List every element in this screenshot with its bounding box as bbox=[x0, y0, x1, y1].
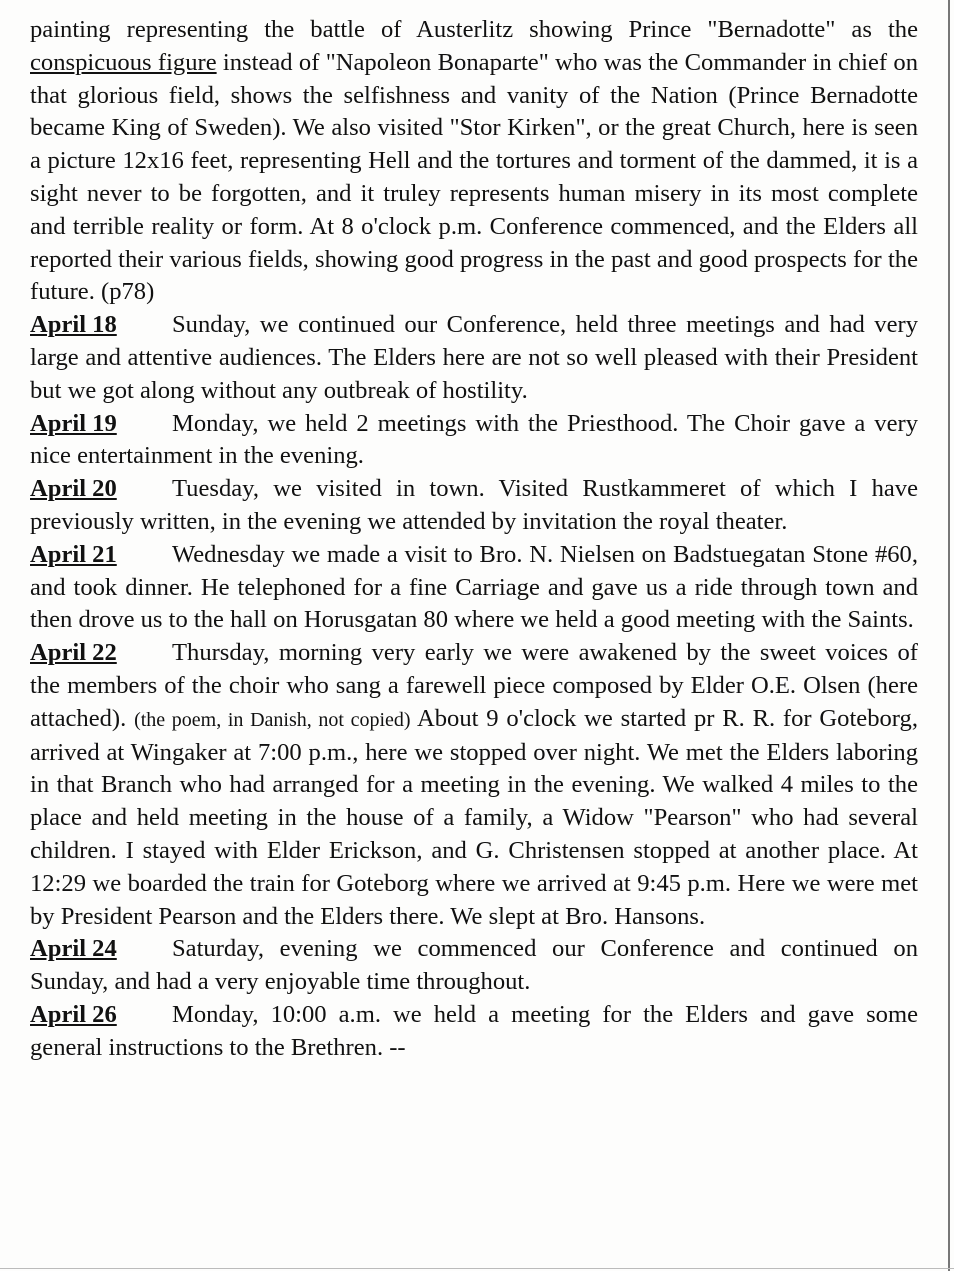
entry-april-26 bbox=[30, 999, 918, 1065]
journal-text bbox=[30, 14, 918, 1065]
entry-text: Monday, 10:00 a.m. we held a meeting for the Elders and gave some general instructions to the Brethren. -- bbox=[30, 1000, 918, 1061]
entry-text: Monday, we held 2 meetings with the Priesthood. The Choir gave a very nice entertainment in the evening. bbox=[30, 409, 918, 470]
entry-date: April 24 bbox=[30, 935, 117, 963]
entry-april-24 bbox=[30, 933, 918, 999]
entry-text: Wednesday we made a visit to Bro. N. Nielsen on Badstuegatan Stone #60, and took dinner. He telephoned for a fine Carriage and gave us a ride through town and then drove us to the hall on Horusgatan 80 where we held a good meeting with the Saints. bbox=[30, 540, 918, 634]
entry-april-22 bbox=[30, 637, 918, 933]
editor-note: (the poem, in Danish, not copied) bbox=[134, 708, 411, 731]
entry-april-19 bbox=[30, 408, 918, 474]
entry-date: April 18 bbox=[30, 311, 117, 339]
entry-date: April 21 bbox=[30, 540, 117, 568]
entry-text: Tuesday, we visited in town. Visited Rustkammeret of which I have previously written, in the evening we attended by invitation the royal theater. bbox=[30, 475, 918, 535]
entry-text-continued: About 9 o'clock we started pr R. R. for Goteborg, arrived at Wingaker at 7:00 p.m., here we stopped over night. We met the Elders laboring in that Branch who had arranged for a meeting in the evening. We walked 4 miles to the place and held meeting in the house of a family, a Widow "Pearson" who had several children. I stayed with Elder Erickson, and G. Christensen stopped at another place. At 12:29 we boarded the train for Goteborg where we arrived at 9:45 p.m. Here we were met by President Pearson and the Elders there. We slept at Bro. Hansons. bbox=[30, 704, 918, 930]
entry-text: Saturday, evening we commenced our Conference and continued on Sunday, and had a very enjoyable time throughout. bbox=[30, 935, 918, 996]
entry-april-20 bbox=[30, 473, 918, 539]
underlined-phrase: conspicuous figure bbox=[30, 48, 217, 76]
entry-date: April 19 bbox=[30, 409, 117, 437]
intro-paragraph: painting representing the battle of Austerlitz showing Prince "Bernadotte" as the conspicuous figure instead of "Napoleon Bonaparte" who was the Commander in chief on that glorious field, shows the selfishness and vanity of the Nation (Prince Bernadotte became King of Sweden). We also visited "Stor Kirken", or the great Church, here is seen a picture 12x16 feet, representing Hell and the tortures and torment of the dammed, it is a sight never to be forgotten, and it truley represents human misery in its most complete and terrible reality or form. At 8 o'clock p.m. Conference commenced, and the Elders all reported their various fields, showing good progress in the past and good prospects for the future. (p78) bbox=[30, 16, 918, 306]
entry-date: April 20 bbox=[30, 475, 117, 503]
entry-text: Sunday, we continued our Conference, held three meetings and had very large and attentive audiences. The Elders here are not so well pleased with their President but we got along without any outbreak of hostility. bbox=[30, 311, 918, 404]
entry-april-21 bbox=[30, 539, 918, 637]
scan-edge-bottom bbox=[0, 1268, 954, 1269]
entry-date: April 22 bbox=[30, 639, 117, 667]
scan-edge-right bbox=[948, 0, 950, 1271]
entry-text: Thursday, morning very early we were awakened by the sweet voices of the members of the choir who sang a farewell piece composed by Elder O.E. Olsen (here attached). bbox=[30, 639, 918, 732]
entry-april-18 bbox=[30, 309, 918, 407]
entry-date: April 26 bbox=[30, 1000, 117, 1028]
